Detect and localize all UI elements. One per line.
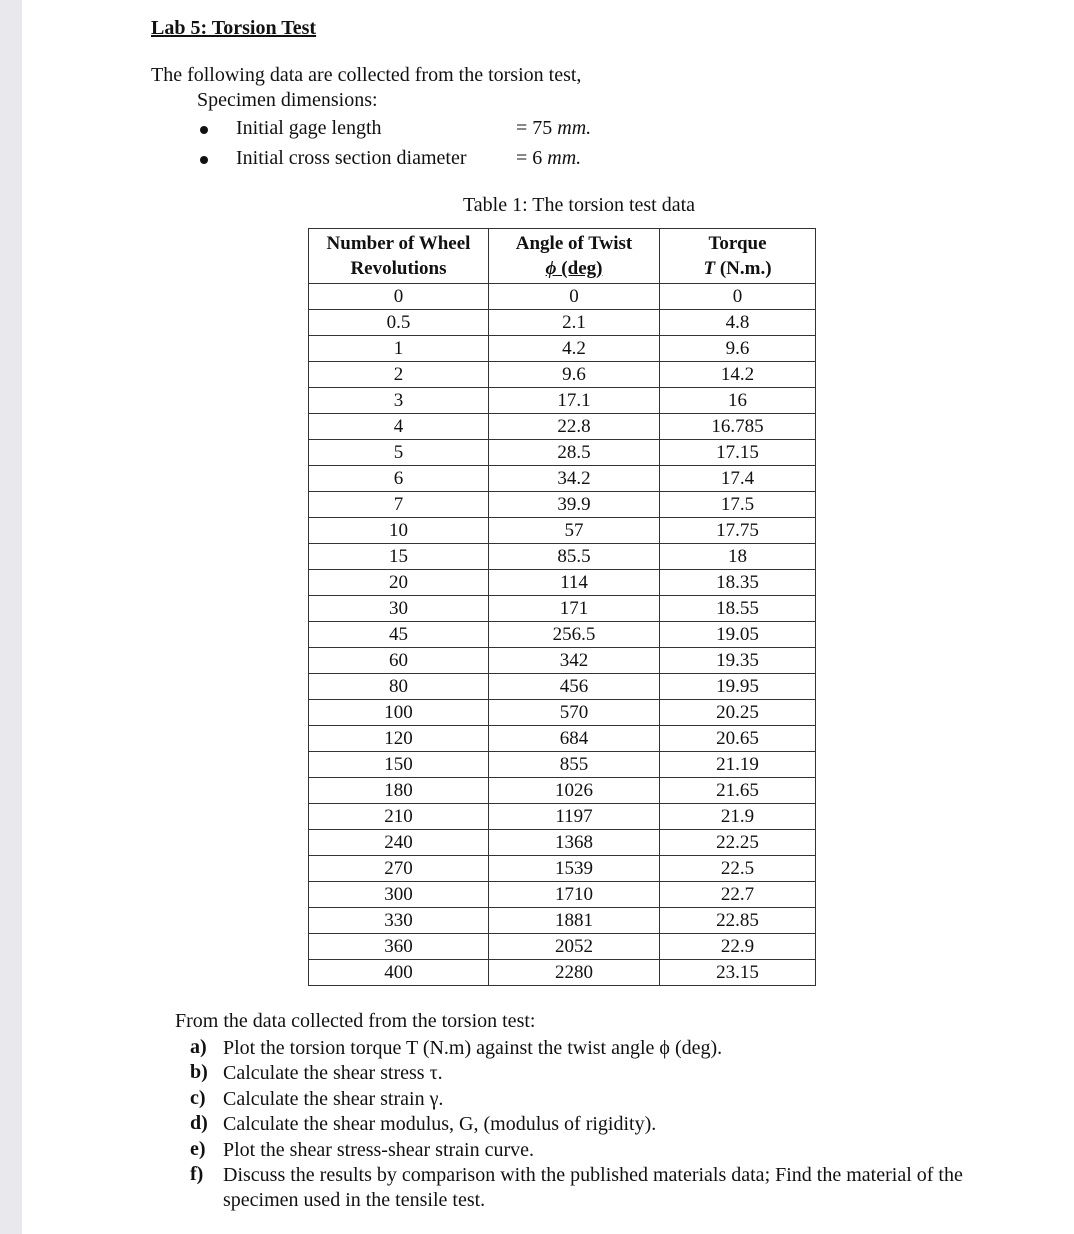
cell-angle: 114 xyxy=(489,570,660,596)
cell-angle: 17.1 xyxy=(489,388,660,414)
cell-angle: 342 xyxy=(489,648,660,674)
cell-revolutions: 1 xyxy=(309,336,489,362)
bullet-icon xyxy=(200,126,208,134)
cell-revolutions: 15 xyxy=(309,544,489,570)
table-row xyxy=(309,336,816,362)
cell-torque: 19.95 xyxy=(660,674,816,700)
cell-torque: 18.55 xyxy=(660,596,816,622)
cell-torque: 9.6 xyxy=(660,336,816,362)
cell-angle: 1539 xyxy=(489,856,660,882)
table-row xyxy=(309,778,816,804)
table-caption: Table 1: The torsion test data xyxy=(462,194,696,216)
cell-torque: 4.8 xyxy=(660,310,816,336)
cell-torque: 22.7 xyxy=(660,882,816,908)
table-row xyxy=(309,466,816,492)
table-row xyxy=(309,414,816,440)
cell-torque: 14.2 xyxy=(660,362,816,388)
cell-torque: 18.35 xyxy=(660,570,816,596)
cell-torque: 0 xyxy=(660,284,816,310)
page-title: Lab 5: Torsion Test xyxy=(151,17,317,39)
table-row xyxy=(309,570,816,596)
cell-revolutions: 0.5 xyxy=(309,310,489,336)
torsion-data-table xyxy=(308,228,816,986)
table-header-row xyxy=(309,229,816,284)
cell-torque: 19.05 xyxy=(660,622,816,648)
cell-torque: 20.25 xyxy=(660,700,816,726)
table-row xyxy=(309,596,816,622)
table-row xyxy=(309,882,816,908)
cell-torque: 16.785 xyxy=(660,414,816,440)
cell-angle: 855 xyxy=(489,752,660,778)
cell-revolutions: 10 xyxy=(309,518,489,544)
cell-revolutions: 80 xyxy=(309,674,489,700)
cell-torque: 17.4 xyxy=(660,466,816,492)
table-row xyxy=(309,856,816,882)
cell-angle: 85.5 xyxy=(489,544,660,570)
cell-revolutions: 400 xyxy=(309,960,489,986)
task-letter: b) xyxy=(190,1061,208,1083)
table-row xyxy=(309,804,816,830)
cell-revolutions: 4 xyxy=(309,414,489,440)
cell-torque: 21.9 xyxy=(660,804,816,830)
cell-angle: 2052 xyxy=(489,934,660,960)
cell-angle: 2.1 xyxy=(489,310,660,336)
cell-torque: 22.25 xyxy=(660,830,816,856)
cell-torque: 22.9 xyxy=(660,934,816,960)
cell-angle: 171 xyxy=(489,596,660,622)
cell-angle: 1881 xyxy=(489,908,660,934)
task-letter: f) xyxy=(190,1163,204,1185)
specimen-heading: Specimen dimensions: xyxy=(197,89,378,111)
table-row xyxy=(309,908,816,934)
cell-torque: 22.5 xyxy=(660,856,816,882)
cell-torque: 19.35 xyxy=(660,648,816,674)
table-body xyxy=(309,284,816,986)
task-letter: d) xyxy=(190,1112,208,1134)
dimension-label: Initial gage length xyxy=(236,117,382,139)
table-row xyxy=(309,752,816,778)
cell-angle: 34.2 xyxy=(489,466,660,492)
task-text: Discuss the results by comparison with the published materials data; Find the material of the specimen used in the tensile test. xyxy=(223,1164,963,1211)
task-text: Plot the shear stress-shear strain curve. xyxy=(223,1139,535,1161)
table-row xyxy=(309,362,816,388)
table-row xyxy=(309,622,816,648)
left-margin-strip xyxy=(0,0,22,1234)
cell-revolutions: 2 xyxy=(309,362,489,388)
cell-torque: 22.85 xyxy=(660,908,816,934)
cell-revolutions: 270 xyxy=(309,856,489,882)
cell-angle: 39.9 xyxy=(489,492,660,518)
cell-angle: 684 xyxy=(489,726,660,752)
task-letter: a) xyxy=(190,1036,207,1058)
table-row xyxy=(309,440,816,466)
task-text: Calculate the shear strain γ. xyxy=(223,1088,444,1110)
cell-torque: 18 xyxy=(660,544,816,570)
cell-revolutions: 30 xyxy=(309,596,489,622)
cell-revolutions: 7 xyxy=(309,492,489,518)
intro-text: The following data are collected from the torsion test, xyxy=(151,64,582,86)
cell-angle: 1710 xyxy=(489,882,660,908)
cell-revolutions: 150 xyxy=(309,752,489,778)
cell-angle: 28.5 xyxy=(489,440,660,466)
task-text: Plot the torsion torque T (N.m) against the twist angle ϕ (deg). xyxy=(223,1037,723,1059)
table-row xyxy=(309,700,816,726)
cell-revolutions: 240 xyxy=(309,830,489,856)
table-row xyxy=(309,830,816,856)
table-row xyxy=(309,544,816,570)
table-row xyxy=(309,310,816,336)
cell-torque: 20.65 xyxy=(660,726,816,752)
task-letter: e) xyxy=(190,1138,206,1160)
task-text: Calculate the shear stress τ. xyxy=(223,1062,443,1084)
dimension-value: = 75 mm. xyxy=(516,117,592,139)
table-row xyxy=(309,388,816,414)
table-row xyxy=(309,648,816,674)
cell-revolutions: 300 xyxy=(309,882,489,908)
header-revolutions: Number of Wheel Revolutions xyxy=(309,229,489,284)
header-torque: Torque T (N.m.) xyxy=(660,229,816,284)
table-row xyxy=(309,284,816,310)
cell-angle: 1026 xyxy=(489,778,660,804)
cell-torque: 21.19 xyxy=(660,752,816,778)
cell-revolutions: 60 xyxy=(309,648,489,674)
cell-angle: 0 xyxy=(489,284,660,310)
cell-angle: 570 xyxy=(489,700,660,726)
cell-torque: 21.65 xyxy=(660,778,816,804)
cell-revolutions: 180 xyxy=(309,778,489,804)
cell-revolutions: 100 xyxy=(309,700,489,726)
cell-torque: 23.15 xyxy=(660,960,816,986)
cell-revolutions: 6 xyxy=(309,466,489,492)
cell-torque: 17.75 xyxy=(660,518,816,544)
dimension-value: = 6 mm. xyxy=(516,147,582,169)
cell-revolutions: 330 xyxy=(309,908,489,934)
cell-revolutions: 20 xyxy=(309,570,489,596)
table-row xyxy=(309,518,816,544)
dimension-label: Initial cross section diameter xyxy=(236,147,467,169)
header-angle-of-twist: Angle of Twist ϕ (deg) xyxy=(489,229,660,284)
cell-revolutions: 0 xyxy=(309,284,489,310)
cell-torque: 16 xyxy=(660,388,816,414)
cell-angle: 9.6 xyxy=(489,362,660,388)
cell-revolutions: 210 xyxy=(309,804,489,830)
table-row xyxy=(309,674,816,700)
cell-angle: 256.5 xyxy=(489,622,660,648)
cell-angle: 1368 xyxy=(489,830,660,856)
task-text: Calculate the shear modulus, G, (modulus of rigidity). xyxy=(223,1113,657,1135)
task-letter: c) xyxy=(190,1087,206,1109)
table-row xyxy=(309,726,816,752)
cell-angle: 57 xyxy=(489,518,660,544)
table-row xyxy=(309,960,816,986)
cell-angle: 1197 xyxy=(489,804,660,830)
table-row xyxy=(309,934,816,960)
cell-revolutions: 360 xyxy=(309,934,489,960)
table-row xyxy=(309,492,816,518)
cell-revolutions: 45 xyxy=(309,622,489,648)
cell-revolutions: 120 xyxy=(309,726,489,752)
tasks-intro: From the data collected from the torsion test: xyxy=(175,1010,536,1032)
cell-torque: 17.15 xyxy=(660,440,816,466)
cell-angle: 456 xyxy=(489,674,660,700)
cell-revolutions: 5 xyxy=(309,440,489,466)
cell-torque: 17.5 xyxy=(660,492,816,518)
bullet-icon xyxy=(200,156,208,164)
cell-angle: 22.8 xyxy=(489,414,660,440)
cell-revolutions: 3 xyxy=(309,388,489,414)
cell-angle: 4.2 xyxy=(489,336,660,362)
cell-angle: 2280 xyxy=(489,960,660,986)
